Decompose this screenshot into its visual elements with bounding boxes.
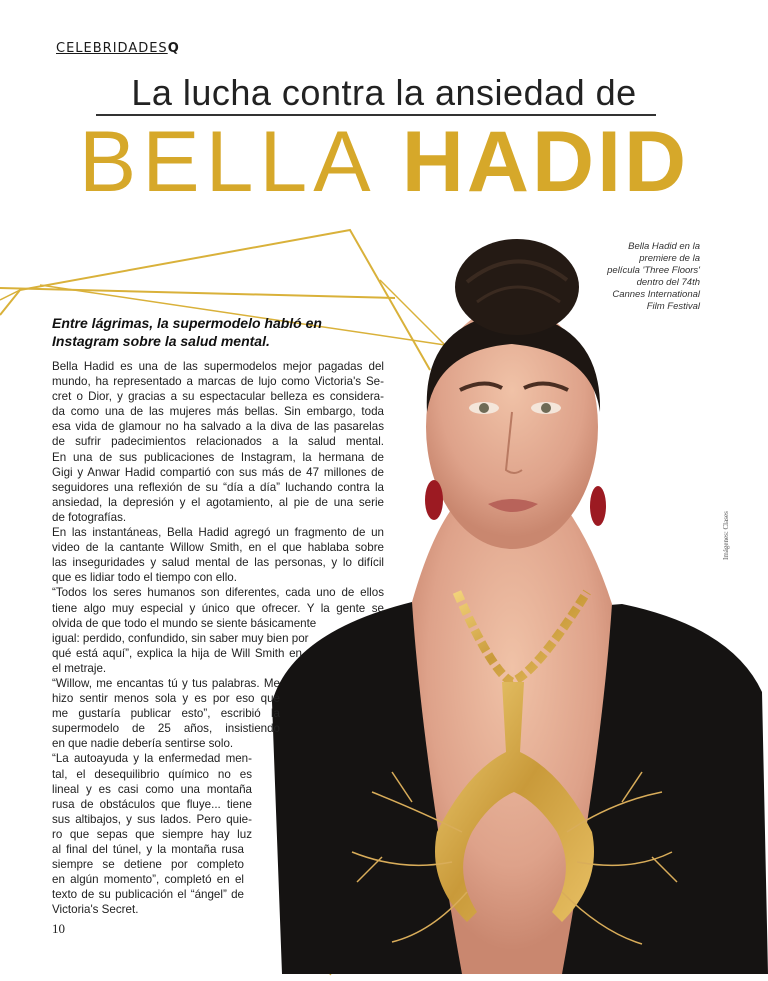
body-line: qué está aquí”, explica la hija de Will Smith en <box>52 646 302 660</box>
headline-last-name: HADID <box>401 114 690 210</box>
body-line: las inseguridades y salud mental de las personas, y lo difícil <box>52 556 384 570</box>
body-line: “Willow, me encantas tú y tus palabras. Me <box>52 676 280 690</box>
section-tag <box>56 41 180 56</box>
body-line: me gustaría publicar esto”, escribió la <box>52 707 280 721</box>
headline-first-name: BELLA <box>78 114 372 210</box>
body-line: Bella Hadid es una de las supermodelos mejor pagadas del <box>52 360 384 373</box>
section-mark: Q <box>167 41 180 56</box>
section-label: CELEBRIDADES <box>56 41 168 56</box>
body-line: seguidores una reflexión de su “día a día” luchando contra la <box>52 480 384 494</box>
body-line: video de la cantante Willow Smith, en el que hablaba sobre <box>52 541 384 555</box>
body-line: Victoria's Secret. <box>52 903 139 917</box>
article-body <box>52 359 384 917</box>
body-line: mundo, ha representado a marcas de lujo como Victoria's Se- <box>52 375 384 389</box>
article-lead: Entre lágrimas, la supermodelo habló en Instagram sobre la salud mental. <box>52 315 322 349</box>
headline-kicker: La lucha contra la ansiedad de <box>131 72 637 113</box>
body-line: Gigi y Anwar Hadid compartió con sus más de 47 millones de <box>52 465 384 479</box>
body-line: que es lidiar todo el tiempo con ello. <box>52 571 237 585</box>
body-line: tal, el desequilibrio químico no es <box>52 767 252 781</box>
body-line: ro que sepas que siempre hay luz <box>52 827 252 841</box>
body-line: “La autoayuda y la enfermedad men- <box>52 752 252 766</box>
body-line: rusa de obstáculos que fluye... tiene <box>52 797 252 811</box>
body-line: olvida de que todo el mundo se siente básicamente <box>52 616 317 630</box>
body-line: al final del túnel, y la montaña rusa <box>52 843 244 856</box>
page-number: 10 <box>52 921 65 936</box>
body-line: esa vida de glamour no ha salvado a la diva de las pasarelas <box>52 420 384 434</box>
body-line: en algún momento”, completó en el <box>52 873 244 887</box>
body-line: da como una de las mujeres más bellas. Sin embargo, toda <box>52 405 384 419</box>
body-line: en que nadie debería sentirse solo. <box>52 737 234 751</box>
body-line: texto de su publicación el “ángel” de <box>52 888 244 902</box>
body-line: En una de sus publicaciones de Instagram, la hermana de <box>52 450 384 464</box>
body-line: ansiedad, la depresión y el agotamiento, al pie de una serie <box>52 495 384 509</box>
body-line: igual: perdido, confundido, sin saber muy bien por <box>52 631 309 645</box>
body-line: cret o Dior, y gracias a su espectacular belleza es considera- <box>52 390 384 404</box>
body-line: de fotografías. <box>52 510 127 524</box>
body-line: supermodelo de 25 años, insistiendo <box>52 722 280 736</box>
body-line: “Todos los seres humanos son diferentes, cada uno de ellos <box>52 586 384 600</box>
body-line: tiene algo muy especial y único que ofrecer. Y la gente se <box>52 601 384 615</box>
body-line: de sufrir padecimientos relacionados a la salud mental. <box>52 435 384 449</box>
body-line: siempre se detiene por completo <box>52 858 244 872</box>
photo-caption: Bella Hadid en la premiere de la película 'Three Floors' dentro del 74th Cannes International Film Festival <box>607 241 700 312</box>
body-line: el metraje. <box>52 661 107 675</box>
body-line: sus altibajos, y sus lados. Pero quie- <box>52 812 252 826</box>
body-line: hizo sentir menos sola y es por eso que <box>52 692 280 706</box>
headline <box>0 112 768 212</box>
body-line: En las instantáneas, Bella Hadid agregó un fragmento de un <box>52 526 384 540</box>
body-line: lineal y es casi como una montaña <box>52 782 252 796</box>
photo-credit: Imágenes: Clases <box>722 511 730 560</box>
